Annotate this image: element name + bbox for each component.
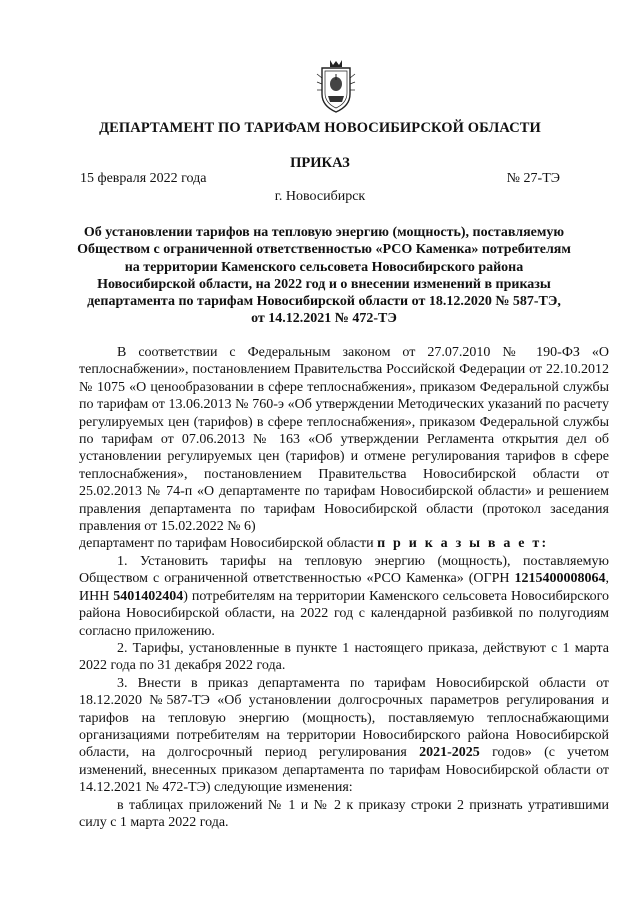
department-heading: ДЕПАРТАМЕНТ ПО ТАРИФАМ НОВОСИБИРСКОЙ ОБЛАСТИ: [99, 120, 541, 136]
document-type: ПРИКАЗ: [290, 155, 350, 171]
document-body: [79, 344, 609, 831]
document-title: [76, 224, 572, 328]
item-3-sub-paragraph: в таблицах приложений № 1 и № 2 к приказу строки 2 признать утратившими силу с 1 марта 2022 года.: [79, 797, 609, 830]
inn-value: 5401402404: [113, 588, 184, 604]
item-3-paragraph: [79, 675, 609, 797]
title-line: Об установлении тарифов на тепловую энергию (мощность), поставляемую: [83, 225, 565, 240]
document-city: г. Новосибирск: [274, 189, 366, 204]
item-1-text: ) потребителям на территории Каменского сельсовета Новосибирского района Новосибирской области, на 2022 год с календарной разбивкой по полугодиям согласно приложению.: [79, 588, 609, 639]
item-3-text: годов» (с учетом изменений, внесенных приказом департамента по тарифам Новосибирской области от 14.12.2021 № 472-ТЭ) следующие изменения:: [79, 745, 609, 796]
item-1-paragraph: [79, 553, 609, 640]
period-years: 2021-2025: [419, 745, 480, 761]
orders-prefix: департамент по тарифам Новосибирской области: [79, 536, 374, 552]
item-3-text: 3. Внести в приказ департамента по тарифам Новосибирской области от 18.12.2020 №587-ТЭ «Об установлении долгосрочных параметров регулирования и тарифов на тепловую энергию (мощность), поставляемую теплоснабжающими организациями потребителям на территории Новосибирского района Новосибирской области, на долгосрочный период регулирования: [79, 675, 609, 761]
title-line: департамента по тарифам Новосибирской области от 18.12.2020 № 587-ТЭ,: [87, 294, 561, 310]
item-2-paragraph: 2. Тарифы, установленные в пункте 1 настоящего приказа, действуют с 1 марта 2022 года по 31 декабря 2022 года.: [79, 640, 609, 674]
item-1-text: 1. Установить тарифы на тепловую энергию (мощность), поставляемую Обществом с ограниченной ответственностью «РСО Каменка» (ОГРН: [79, 553, 609, 587]
title-line: на территории Каменского сельсовета Новосибирского района: [124, 259, 524, 275]
item-1-text: , ИНН: [79, 571, 609, 604]
coat-of-arms-icon: [316, 58, 356, 114]
orders-word: п р и к а з ы в а е т:: [377, 536, 549, 552]
preamble-paragraph: В соответствии с Федеральным законом от 27.07.2010 № 190-ФЗ «О теплоснабжении», постановлением Правительства Российской Федерации от 22.10.2012 № 1075 «О ценообразовании в сфере теплоснабжения», приказом Федеральной службы по тарифам от 13.06.2013 № 760-э «Об утверждении Методических указаний по расчету регулируемых цен (тарифов) в сфере теплоснабжения», приказом Федеральной службы по тарифам от 07.06.2013 № 163 «Об утверждении Регламента открытия дел об установлении регулируемых цен (тарифов) и отмене регулирования тарифов в сфере теплоснабжения», постановлением Правительства Новосибирской области от 25.02.2013 № 74-п «О департаменте по тарифам Новосибирской области» и решением правления департамента по тарифам Новосибирской области (протокол заседания правления от 15.02.2022 № 6): [79, 345, 609, 535]
ogrn-value: 1215400008064: [514, 571, 606, 587]
title-line: Новосибирской области, на 2022 год и о внесении изменений в приказы: [97, 276, 551, 292]
document-date: 15 февраля 2022 года: [80, 171, 207, 186]
document-number: № 27-ТЭ: [506, 171, 560, 186]
title-line: от 14.12.2021 № 472-ТЭ: [251, 311, 397, 327]
orders-paragraph: [79, 535, 609, 552]
title-line: Обществом с ограниченной ответственностью «РСО Каменка» потребителям: [77, 242, 571, 258]
